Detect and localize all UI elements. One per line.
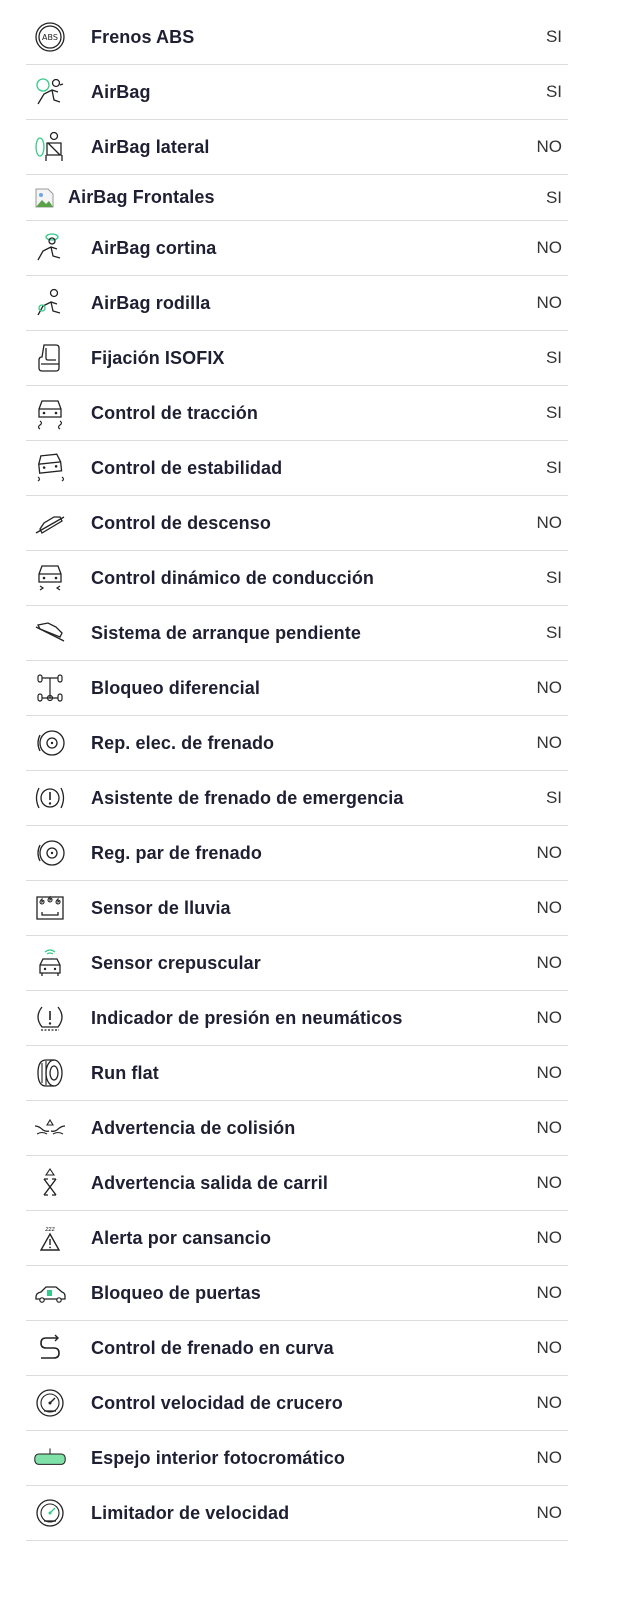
feature-label: Run flat <box>91 1062 159 1083</box>
feature-label: Alerta por cansancio <box>91 1227 272 1248</box>
hill-start-icon <box>32 615 68 651</box>
feature-value: NO <box>536 1283 562 1302</box>
tire-pressure-icon <box>32 1000 68 1036</box>
feature-value: NO <box>536 1173 562 1192</box>
feature-row <box>26 1101 568 1156</box>
feature-row <box>26 10 568 65</box>
feature-row <box>26 771 568 826</box>
feature-label: Bloqueo de puertas <box>91 1282 261 1303</box>
feature-label: Control de tracción <box>91 402 258 423</box>
feature-value: NO <box>536 733 562 752</box>
feature-label: Sensor crepuscular <box>91 952 261 973</box>
feature-label: Advertencia de colisión <box>91 1117 296 1138</box>
svg-text:zzz: zzz <box>45 1226 55 1233</box>
feature-row <box>26 175 568 221</box>
feature-row <box>26 120 568 175</box>
feature-row <box>26 331 568 386</box>
feature-value: NO <box>536 293 562 312</box>
feature-label: AirBag Frontales <box>68 187 215 207</box>
brake-disc-icon <box>32 725 68 761</box>
feature-row <box>26 1376 568 1431</box>
feature-label: Control de descenso <box>91 512 271 533</box>
feature-label: AirBag <box>91 81 151 102</box>
feature-value: SI <box>545 623 562 642</box>
feature-row <box>26 1431 568 1486</box>
door-lock-icon <box>32 1275 68 1311</box>
feature-value: SI <box>545 27 562 46</box>
airbag-cortina-icon <box>32 230 68 266</box>
feature-value: NO <box>536 843 562 862</box>
feature-value: NO <box>536 1228 562 1247</box>
feature-value: NO <box>536 238 562 257</box>
differential-lock-icon <box>32 670 68 706</box>
feature-value: SI <box>545 403 562 422</box>
feature-row <box>26 276 568 331</box>
feature-row <box>26 716 568 771</box>
feature-row <box>26 1321 568 1376</box>
feature-value: NO <box>536 1393 562 1412</box>
feature-label: Asistente de frenado de emergencia <box>91 787 404 808</box>
feature-label: Advertencia salida de carril <box>91 1172 328 1193</box>
feature-value: NO <box>536 1448 562 1467</box>
feature-row <box>26 386 568 441</box>
stability-control-icon <box>32 450 68 486</box>
feature-value: NO <box>536 953 562 972</box>
feature-label: Sistema de arranque pendiente <box>91 622 361 643</box>
feature-label: Rep. elec. de frenado <box>91 732 275 753</box>
feature-row <box>26 496 568 551</box>
feature-row <box>26 65 568 120</box>
feature-value: NO <box>536 137 562 156</box>
dynamic-control-icon <box>32 560 68 596</box>
feature-row <box>26 1486 568 1541</box>
feature-label: Control de estabilidad <box>91 457 283 478</box>
feature-value: SI <box>545 348 562 367</box>
feature-value: SI <box>545 788 562 807</box>
feature-row <box>26 1211 568 1266</box>
feature-row <box>26 606 568 661</box>
feature-row <box>26 441 568 496</box>
feature-label: AirBag lateral <box>91 136 210 157</box>
feature-label: Reg. par de frenado <box>91 842 262 863</box>
feature-label: Bloqueo diferencial <box>91 677 260 698</box>
feature-row <box>26 826 568 881</box>
feature-value: NO <box>536 1118 562 1137</box>
feature-label: AirBag cortina <box>91 237 217 258</box>
feature-row <box>26 1046 568 1101</box>
feature-value: NO <box>536 898 562 917</box>
feature-value: SI <box>545 568 562 587</box>
airbag-lateral-icon <box>32 129 68 165</box>
feature-row <box>26 1156 568 1211</box>
feature-row <box>26 551 568 606</box>
feature-row <box>26 1266 568 1321</box>
fatigue-alert-icon <box>32 1220 68 1256</box>
rain-sensor-icon <box>32 890 68 926</box>
feature-label: AirBag rodilla <box>91 292 211 313</box>
feature-value: SI <box>545 187 562 207</box>
feature-value: SI <box>545 82 562 101</box>
feature-row <box>26 661 568 716</box>
broken-image-icon <box>34 187 56 209</box>
feature-row <box>26 991 568 1046</box>
feature-value: NO <box>536 1063 562 1082</box>
feature-row <box>26 221 568 276</box>
airbag-rodilla-icon <box>32 285 68 321</box>
descent-control-icon <box>32 505 68 541</box>
feature-label: Frenos ABS <box>91 26 195 47</box>
feature-value: NO <box>536 1008 562 1027</box>
safety-features-list <box>26 10 568 1541</box>
feature-label: Control de frenado en curva <box>91 1337 334 1358</box>
feature-label: Control dinámico de conducción <box>91 567 375 588</box>
cruise-control-icon <box>32 1385 68 1421</box>
feature-value: SI <box>545 458 562 477</box>
feature-label: Indicador de presión en neumáticos <box>91 1007 403 1028</box>
mirror-icon <box>32 1440 68 1476</box>
feature-label: Control velocidad de crucero <box>91 1392 343 1413</box>
feature-value: NO <box>536 678 562 697</box>
speed-limiter-icon <box>32 1495 68 1531</box>
traction-control-icon <box>32 395 68 431</box>
feature-row <box>26 936 568 991</box>
emergency-brake-icon <box>32 780 68 816</box>
lane-departure-icon <box>32 1165 68 1201</box>
tire-icon <box>32 1055 68 1091</box>
feature-value: NO <box>536 513 562 532</box>
light-sensor-icon <box>32 945 68 981</box>
collision-warning-icon <box>32 1110 68 1146</box>
curve-brake-icon <box>32 1330 68 1366</box>
feature-label: Espejo interior fotocromático <box>91 1447 345 1468</box>
airbag-icon <box>32 74 68 110</box>
feature-label: Fijación ISOFIX <box>91 347 225 368</box>
brake-disc-icon <box>32 835 68 871</box>
feature-row <box>26 881 568 936</box>
feature-value: NO <box>536 1503 562 1522</box>
feature-label: Sensor de lluvia <box>91 897 231 918</box>
abs-icon <box>32 19 68 55</box>
feature-label: Limitador de velocidad <box>91 1502 290 1523</box>
svg-text:ABS: ABS <box>42 33 58 42</box>
feature-value: NO <box>536 1338 562 1357</box>
child-seat-icon <box>32 340 68 376</box>
